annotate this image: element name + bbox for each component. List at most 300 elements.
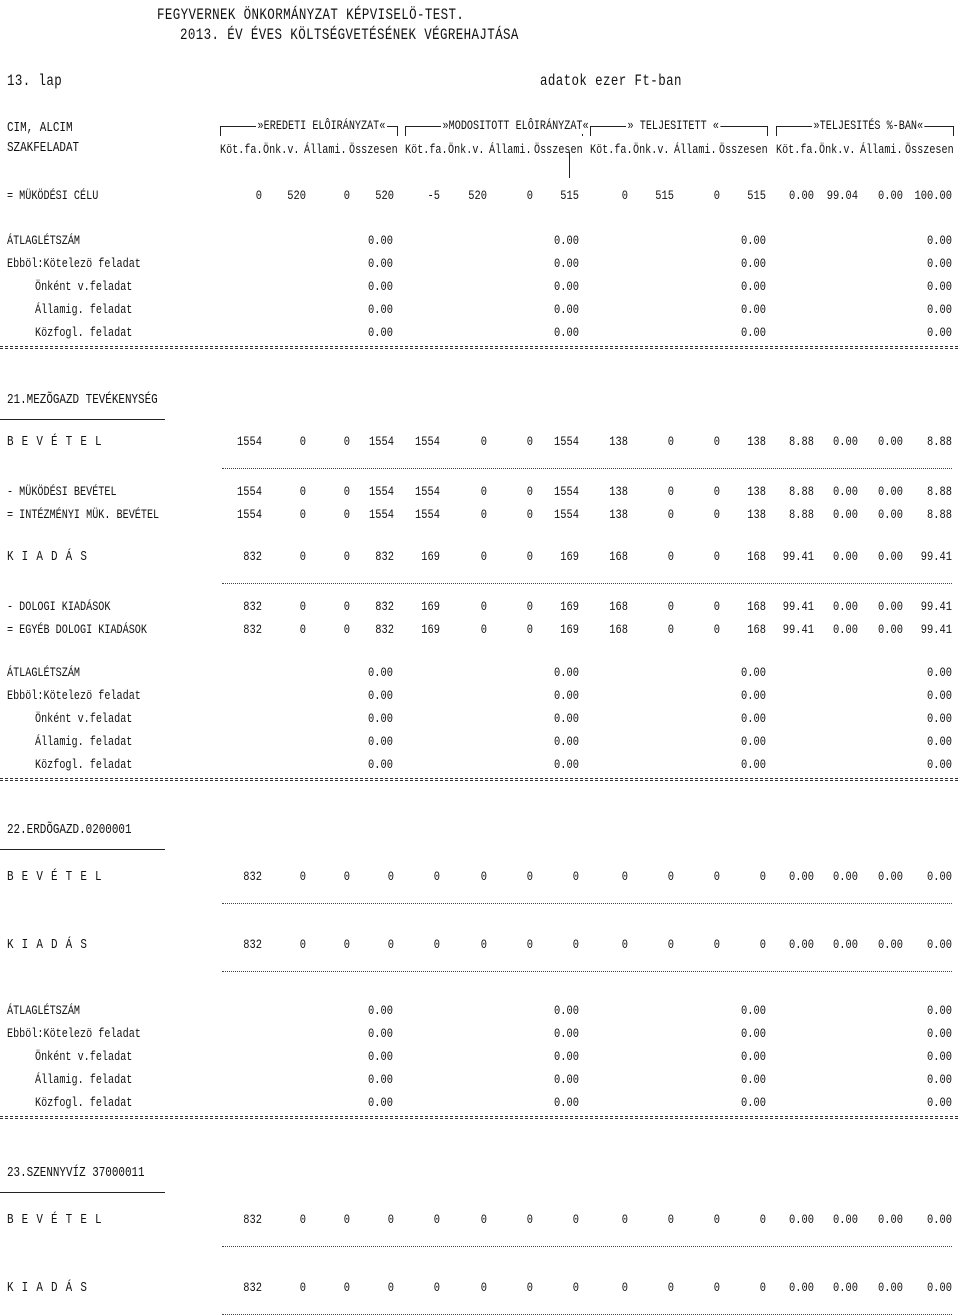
staff-value: 0.00 — [741, 279, 766, 294]
row-value: 1554 — [554, 434, 579, 449]
row-value: 0 — [343, 937, 350, 952]
staff-value: 0.00 — [554, 665, 579, 680]
staff-value: 0.00 — [368, 688, 393, 703]
staff-label: Önként v.feladat — [35, 1049, 133, 1064]
row-value: 0 — [343, 599, 350, 614]
row-value: 0 — [480, 869, 487, 884]
mukodesi-value: 0 — [343, 188, 350, 203]
group-label: » TELJESITETT « — [627, 118, 719, 133]
row-value: 138 — [609, 434, 628, 449]
row-value: 138 — [747, 507, 766, 522]
row-value: 0 — [713, 484, 720, 499]
staff-value: 0.00 — [741, 1003, 766, 1018]
row-value: 0.00 — [833, 1212, 858, 1227]
row-value: 0.00 — [833, 599, 858, 614]
row-value: 0 — [299, 869, 306, 884]
staff-value: 0.00 — [368, 302, 393, 317]
row-value: 832 — [375, 549, 394, 564]
staff-value: 0.00 — [554, 256, 579, 271]
row-value: 0 — [621, 937, 628, 952]
mukodesi-value: 515 — [747, 188, 766, 203]
row-value: 0 — [299, 622, 306, 637]
staff-value: 0.00 — [741, 711, 766, 726]
row-value: 0 — [343, 484, 350, 499]
section-title: 22.ERDÕGAZD.0200001 — [7, 822, 132, 838]
row-value: 0 — [572, 937, 579, 952]
staff-value: 0.00 — [554, 757, 579, 772]
row-value: 0 — [480, 622, 487, 637]
row-value: 0 — [713, 869, 720, 884]
col-szakfeladat: SZAKFELADAT — [7, 140, 80, 156]
staff-value: 0.00 — [927, 279, 952, 294]
row-value: 169 — [421, 549, 440, 564]
unit-note: adatok ezer Ft-ban — [540, 72, 682, 90]
row-value: 99.41 — [782, 549, 814, 564]
row-value: 0 — [343, 549, 350, 564]
row-value: 169 — [421, 599, 440, 614]
row-value: 0 — [526, 599, 533, 614]
row-value: 1554 — [369, 484, 394, 499]
row-value: 0 — [526, 622, 533, 637]
row-value: 138 — [609, 507, 628, 522]
row-value: 0 — [299, 484, 306, 499]
row-label: = EGYÉB DOLOGI KIADÁSOK — [7, 622, 147, 637]
row-value: 0 — [713, 622, 720, 637]
section-underline — [0, 419, 165, 420]
row-value: 168 — [747, 599, 766, 614]
staff-label: Közfogl. feladat — [35, 325, 133, 340]
staff-value: 0.00 — [554, 1095, 579, 1110]
mukodesi-value: 100.00 — [914, 188, 952, 203]
subcol-label: Állami. — [489, 142, 532, 157]
row-value: 0 — [713, 507, 720, 522]
row-value: 0 — [759, 1212, 766, 1227]
staff-value: 0.00 — [741, 325, 766, 340]
row-label: B E V É T E L — [7, 869, 103, 885]
row-value: 832 — [243, 549, 262, 564]
staff-label: Ebböl:Kötelezö feladat — [7, 256, 141, 271]
row-value: 0.00 — [878, 1280, 903, 1295]
row-label: B E V É T E L — [7, 1212, 103, 1228]
row-value: 1554 — [554, 507, 579, 522]
row-value: 832 — [243, 937, 262, 952]
mukodesi-value: 0 — [526, 188, 533, 203]
staff-value: 0.00 — [368, 279, 393, 294]
subcol-label: Önk.v. — [263, 142, 300, 157]
row-value: 0 — [526, 869, 533, 884]
staff-value: 0.00 — [741, 734, 766, 749]
row-value: 0 — [621, 869, 628, 884]
row-value: 0.00 — [927, 1212, 952, 1227]
staff-value: 0.00 — [927, 1072, 952, 1087]
mukodesi-label: = MÜKÖDÉSI CÉLU — [7, 188, 99, 203]
staff-value: 0.00 — [368, 256, 393, 271]
subcol-label: Összesen — [349, 142, 398, 157]
row-value: 0.00 — [789, 1212, 814, 1227]
staff-value: 0.00 — [554, 302, 579, 317]
row-value: 0 — [667, 507, 674, 522]
row-value: 0.00 — [927, 1280, 952, 1295]
row-value: 0 — [387, 869, 394, 884]
dotted-separator — [222, 1246, 952, 1247]
staff-value: 0.00 — [741, 1026, 766, 1041]
row-value: 0 — [480, 507, 487, 522]
mukodesi-value: 0.00 — [789, 188, 814, 203]
page-number: 13. lap — [7, 72, 63, 90]
row-value: 0 — [667, 434, 674, 449]
row-value: 0 — [526, 1212, 533, 1227]
row-value: 0 — [526, 549, 533, 564]
row-value: 0.00 — [833, 869, 858, 884]
staff-value: 0.00 — [554, 711, 579, 726]
row-label: K I A D Á S — [7, 937, 88, 953]
row-value: 1554 — [237, 434, 262, 449]
staff-value: 0.00 — [927, 1026, 952, 1041]
staff-value: 0.00 — [554, 1049, 579, 1064]
row-label: B E V É T E L — [7, 434, 103, 450]
staff-value: 0.00 — [927, 1095, 952, 1110]
row-value: 0.00 — [833, 549, 858, 564]
staff-value: 0.00 — [741, 757, 766, 772]
row-value: 0.00 — [927, 869, 952, 884]
row-value: 832 — [243, 1212, 262, 1227]
row-value: 0 — [343, 507, 350, 522]
row-value: 0 — [480, 549, 487, 564]
staff-value: 0.00 — [927, 256, 952, 271]
staff-value: 0.00 — [927, 1003, 952, 1018]
row-value: 0 — [621, 1280, 628, 1295]
staff-value: 0.00 — [368, 1072, 393, 1087]
row-value: 0 — [299, 599, 306, 614]
row-value: 0 — [299, 937, 306, 952]
staff-label: Önként v.feladat — [35, 711, 133, 726]
staff-value: 0.00 — [554, 1072, 579, 1087]
staff-label: Államig. feladat — [35, 302, 133, 317]
row-value: 0 — [343, 434, 350, 449]
mukodesi-value: 0.00 — [878, 188, 903, 203]
row-value: 0.00 — [878, 484, 903, 499]
row-value: 0 — [667, 622, 674, 637]
staff-value: 0.00 — [368, 757, 393, 772]
group-label: »EREDETI ELÔIRÁNYZAT« — [257, 118, 386, 133]
row-value: 0 — [667, 869, 674, 884]
row-value: 0.00 — [878, 622, 903, 637]
staff-value: 0.00 — [741, 1095, 766, 1110]
divider-line — [569, 152, 570, 178]
row-value: 832 — [375, 599, 394, 614]
separator-line — [0, 346, 958, 349]
row-value: 168 — [609, 549, 628, 564]
staff-value: 0.00 — [554, 279, 579, 294]
staff-value: 0.00 — [741, 665, 766, 680]
staff-label: ÁTLAGLÉTSZÁM — [7, 233, 81, 248]
row-value: 0.00 — [833, 937, 858, 952]
row-value: 0.00 — [789, 937, 814, 952]
row-value: 1554 — [415, 507, 440, 522]
row-value: 0 — [526, 1280, 533, 1295]
row-value: 0 — [572, 1280, 579, 1295]
subcol-label: Köt.fa. — [776, 142, 819, 157]
mukodesi-value: 0 — [621, 188, 628, 203]
row-value: 0 — [480, 434, 487, 449]
row-value: 1554 — [415, 434, 440, 449]
row-value: 1554 — [237, 507, 262, 522]
row-label: K I A D Á S — [7, 1280, 88, 1296]
staff-value: 0.00 — [554, 233, 579, 248]
dotted-separator — [222, 971, 952, 972]
row-value: 0 — [713, 549, 720, 564]
row-value: 138 — [747, 434, 766, 449]
staff-value: 0.00 — [927, 688, 952, 703]
row-value: 1554 — [237, 484, 262, 499]
mukodesi-value: 515 — [560, 188, 579, 203]
section-title: 21.MEZÕGAZD TEVÉKENYSÉG — [7, 392, 158, 408]
row-value: 8.88 — [789, 507, 814, 522]
staff-value: 0.00 — [927, 711, 952, 726]
row-label: K I A D Á S — [7, 549, 88, 565]
row-value: 0 — [480, 1212, 487, 1227]
dotted-separator — [222, 583, 952, 584]
row-value: 0.00 — [878, 869, 903, 884]
row-value: 0 — [667, 549, 674, 564]
staff-value: 0.00 — [368, 711, 393, 726]
staff-value: 0.00 — [927, 665, 952, 680]
row-value: 0 — [713, 434, 720, 449]
row-value: 0 — [433, 869, 440, 884]
dotted-separator — [222, 903, 952, 904]
row-value: 138 — [609, 484, 628, 499]
mukodesi-value: 99.04 — [826, 188, 858, 203]
row-value: 8.88 — [789, 434, 814, 449]
staff-value: 0.00 — [741, 1072, 766, 1087]
row-value: 0 — [343, 1280, 350, 1295]
staff-value: 0.00 — [927, 233, 952, 248]
row-value: 0 — [387, 937, 394, 952]
row-value: 832 — [243, 869, 262, 884]
staff-value: 0.00 — [554, 1026, 579, 1041]
staff-label: Önként v.feladat — [35, 279, 133, 294]
row-value: 0 — [713, 937, 720, 952]
row-value: 1554 — [554, 484, 579, 499]
row-value: 99.41 — [920, 549, 952, 564]
row-value: 99.41 — [920, 622, 952, 637]
col-cim: CIM, ALCIM — [7, 120, 73, 136]
row-value: 0 — [299, 1280, 306, 1295]
row-value: 0 — [480, 599, 487, 614]
staff-value: 0.00 — [741, 1049, 766, 1064]
row-value: 0 — [299, 549, 306, 564]
subcol-label: Köt.fa. — [590, 142, 633, 157]
row-value: 0 — [387, 1212, 394, 1227]
mukodesi-value: 520 — [468, 188, 487, 203]
row-value: 0 — [343, 622, 350, 637]
separator-line — [0, 778, 958, 781]
row-value: 168 — [747, 622, 766, 637]
row-value: 0.00 — [833, 434, 858, 449]
staff-value: 0.00 — [554, 325, 579, 340]
staff-value: 0.00 — [368, 325, 393, 340]
row-value: 0.00 — [878, 1212, 903, 1227]
staff-value: 0.00 — [741, 233, 766, 248]
staff-label: Ebböl:Kötelezö feladat — [7, 688, 141, 703]
mukodesi-value: 515 — [655, 188, 674, 203]
row-value: 0 — [299, 434, 306, 449]
row-value: 0 — [343, 1212, 350, 1227]
row-value: 0 — [526, 434, 533, 449]
row-value: 0.00 — [833, 507, 858, 522]
row-value: 0 — [526, 937, 533, 952]
report-subtitle: 2013. ÉV ÉVES KÖLTSÉGVETÉSÉNEK VÉGREHAJTÁSA — [180, 26, 519, 44]
row-value: 0 — [480, 937, 487, 952]
row-value: 168 — [609, 599, 628, 614]
row-value: 0 — [759, 937, 766, 952]
row-value: 0 — [480, 1280, 487, 1295]
row-value: 832 — [243, 1280, 262, 1295]
row-value: 99.41 — [920, 599, 952, 614]
row-value: 0 — [667, 484, 674, 499]
row-value: 8.88 — [927, 507, 952, 522]
row-value: 0 — [387, 1280, 394, 1295]
row-value: 1554 — [369, 507, 394, 522]
staff-value: 0.00 — [368, 1003, 393, 1018]
subcol-label: Összesen — [534, 142, 583, 157]
row-value: 168 — [609, 622, 628, 637]
row-label: - MÜKÖDÉSI BEVÉTEL — [7, 484, 117, 499]
staff-value: 0.00 — [554, 1003, 579, 1018]
group-label: »TELJESITÉS %-BAN« — [813, 118, 924, 133]
row-value: 1554 — [415, 484, 440, 499]
subcol-label: Állami. — [860, 142, 903, 157]
staff-value: 0.00 — [741, 256, 766, 271]
row-value: 0 — [299, 1212, 306, 1227]
staff-label: Közfogl. feladat — [35, 757, 133, 772]
staff-value: 0.00 — [741, 688, 766, 703]
row-label: = INTÉZMÉNYI MÜK. BEVÉTEL — [7, 507, 160, 522]
section-title: 23.SZENNYVÍZ 37000011 — [7, 1165, 145, 1181]
mukodesi-value: 520 — [287, 188, 306, 203]
row-value: 169 — [560, 549, 579, 564]
mukodesi-value: 0 — [255, 188, 262, 203]
row-value: 99.41 — [782, 622, 814, 637]
row-value: 0.00 — [789, 869, 814, 884]
row-value: 0.00 — [789, 1280, 814, 1295]
row-value: 0.00 — [833, 622, 858, 637]
subcol-label: Önk.v. — [448, 142, 485, 157]
row-value: 832 — [243, 599, 262, 614]
row-value: 0.00 — [927, 937, 952, 952]
row-value: 0 — [526, 484, 533, 499]
mukodesi-value: 520 — [375, 188, 394, 203]
staff-value: 0.00 — [368, 1049, 393, 1064]
staff-value: 0.00 — [368, 665, 393, 680]
subcol-label: Önk.v. — [633, 142, 670, 157]
group-label: »MODOSITOTT ELÔIRÁNYZAT« — [442, 118, 589, 133]
subcol-label: Önk.v. — [819, 142, 856, 157]
row-value: 8.88 — [927, 434, 952, 449]
row-value: 0 — [343, 869, 350, 884]
staff-label: Közfogl. feladat — [35, 1095, 133, 1110]
staff-value: 0.00 — [927, 325, 952, 340]
subcol-label: Köt.fa. — [220, 142, 263, 157]
row-value: 0.00 — [833, 484, 858, 499]
row-value: 0 — [713, 599, 720, 614]
mukodesi-value: -5 — [427, 188, 440, 203]
staff-value: 0.00 — [927, 302, 952, 317]
row-value: 0 — [526, 507, 533, 522]
staff-label: Államig. feladat — [35, 1072, 133, 1087]
row-label: - DOLOGI KIADÁSOK — [7, 599, 111, 614]
row-value: 8.88 — [927, 484, 952, 499]
staff-value: 0.00 — [741, 302, 766, 317]
row-value: 0.00 — [878, 599, 903, 614]
row-value: 0 — [759, 1280, 766, 1295]
row-value: 0 — [667, 937, 674, 952]
row-value: 1554 — [369, 434, 394, 449]
staff-value: 0.00 — [927, 734, 952, 749]
row-value: 0 — [713, 1212, 720, 1227]
staff-value: 0.00 — [368, 734, 393, 749]
row-value: 0 — [713, 1280, 720, 1295]
row-value: 0.00 — [833, 1280, 858, 1295]
staff-label: ÁTLAGLÉTSZÁM — [7, 1003, 81, 1018]
row-value: 0 — [299, 507, 306, 522]
staff-value: 0.00 — [368, 233, 393, 248]
staff-value: 0.00 — [554, 734, 579, 749]
row-value: 0 — [433, 937, 440, 952]
row-value: 0 — [433, 1280, 440, 1295]
section-underline — [0, 1192, 165, 1193]
staff-label: Ebböl:Kötelezö feladat — [7, 1026, 141, 1041]
row-value: 0 — [667, 1212, 674, 1227]
row-value: 0 — [667, 1280, 674, 1295]
staff-label: ÁTLAGLÉTSZÁM — [7, 665, 81, 680]
row-value: 0 — [667, 599, 674, 614]
row-value: 169 — [560, 599, 579, 614]
row-value: 169 — [560, 622, 579, 637]
row-value: 0.00 — [878, 937, 903, 952]
section-underline — [0, 849, 165, 850]
separator-line — [0, 1116, 958, 1119]
subcol-label: Összesen — [905, 142, 954, 157]
row-value: 0 — [759, 869, 766, 884]
staff-value: 0.00 — [927, 1049, 952, 1064]
row-value: 99.41 — [782, 599, 814, 614]
subcol-label: Állami. — [674, 142, 717, 157]
row-value: 0.00 — [878, 507, 903, 522]
dotted-separator — [222, 468, 952, 469]
row-value: 0.00 — [878, 434, 903, 449]
row-value: 168 — [747, 549, 766, 564]
row-value: 0 — [433, 1212, 440, 1227]
row-value: 0.00 — [878, 549, 903, 564]
mukodesi-value: 0 — [713, 188, 720, 203]
row-value: 832 — [375, 622, 394, 637]
staff-value: 0.00 — [554, 688, 579, 703]
staff-value: 0.00 — [927, 757, 952, 772]
staff-value: 0.00 — [368, 1095, 393, 1110]
row-value: 0 — [480, 484, 487, 499]
row-value: 0 — [621, 1212, 628, 1227]
subcol-label: Összesen — [719, 142, 768, 157]
subcol-label: Köt.fa. — [405, 142, 448, 157]
staff-label: Államig. feladat — [35, 734, 133, 749]
subcol-label: Állami. — [304, 142, 347, 157]
row-value: 832 — [243, 622, 262, 637]
report-title: FEGYVERNEK ÖNKORMÁNYZAT KÉPVISELÖ-TEST. — [157, 6, 465, 24]
row-value: 138 — [747, 484, 766, 499]
row-value: 8.88 — [789, 484, 814, 499]
row-value: 0 — [572, 869, 579, 884]
